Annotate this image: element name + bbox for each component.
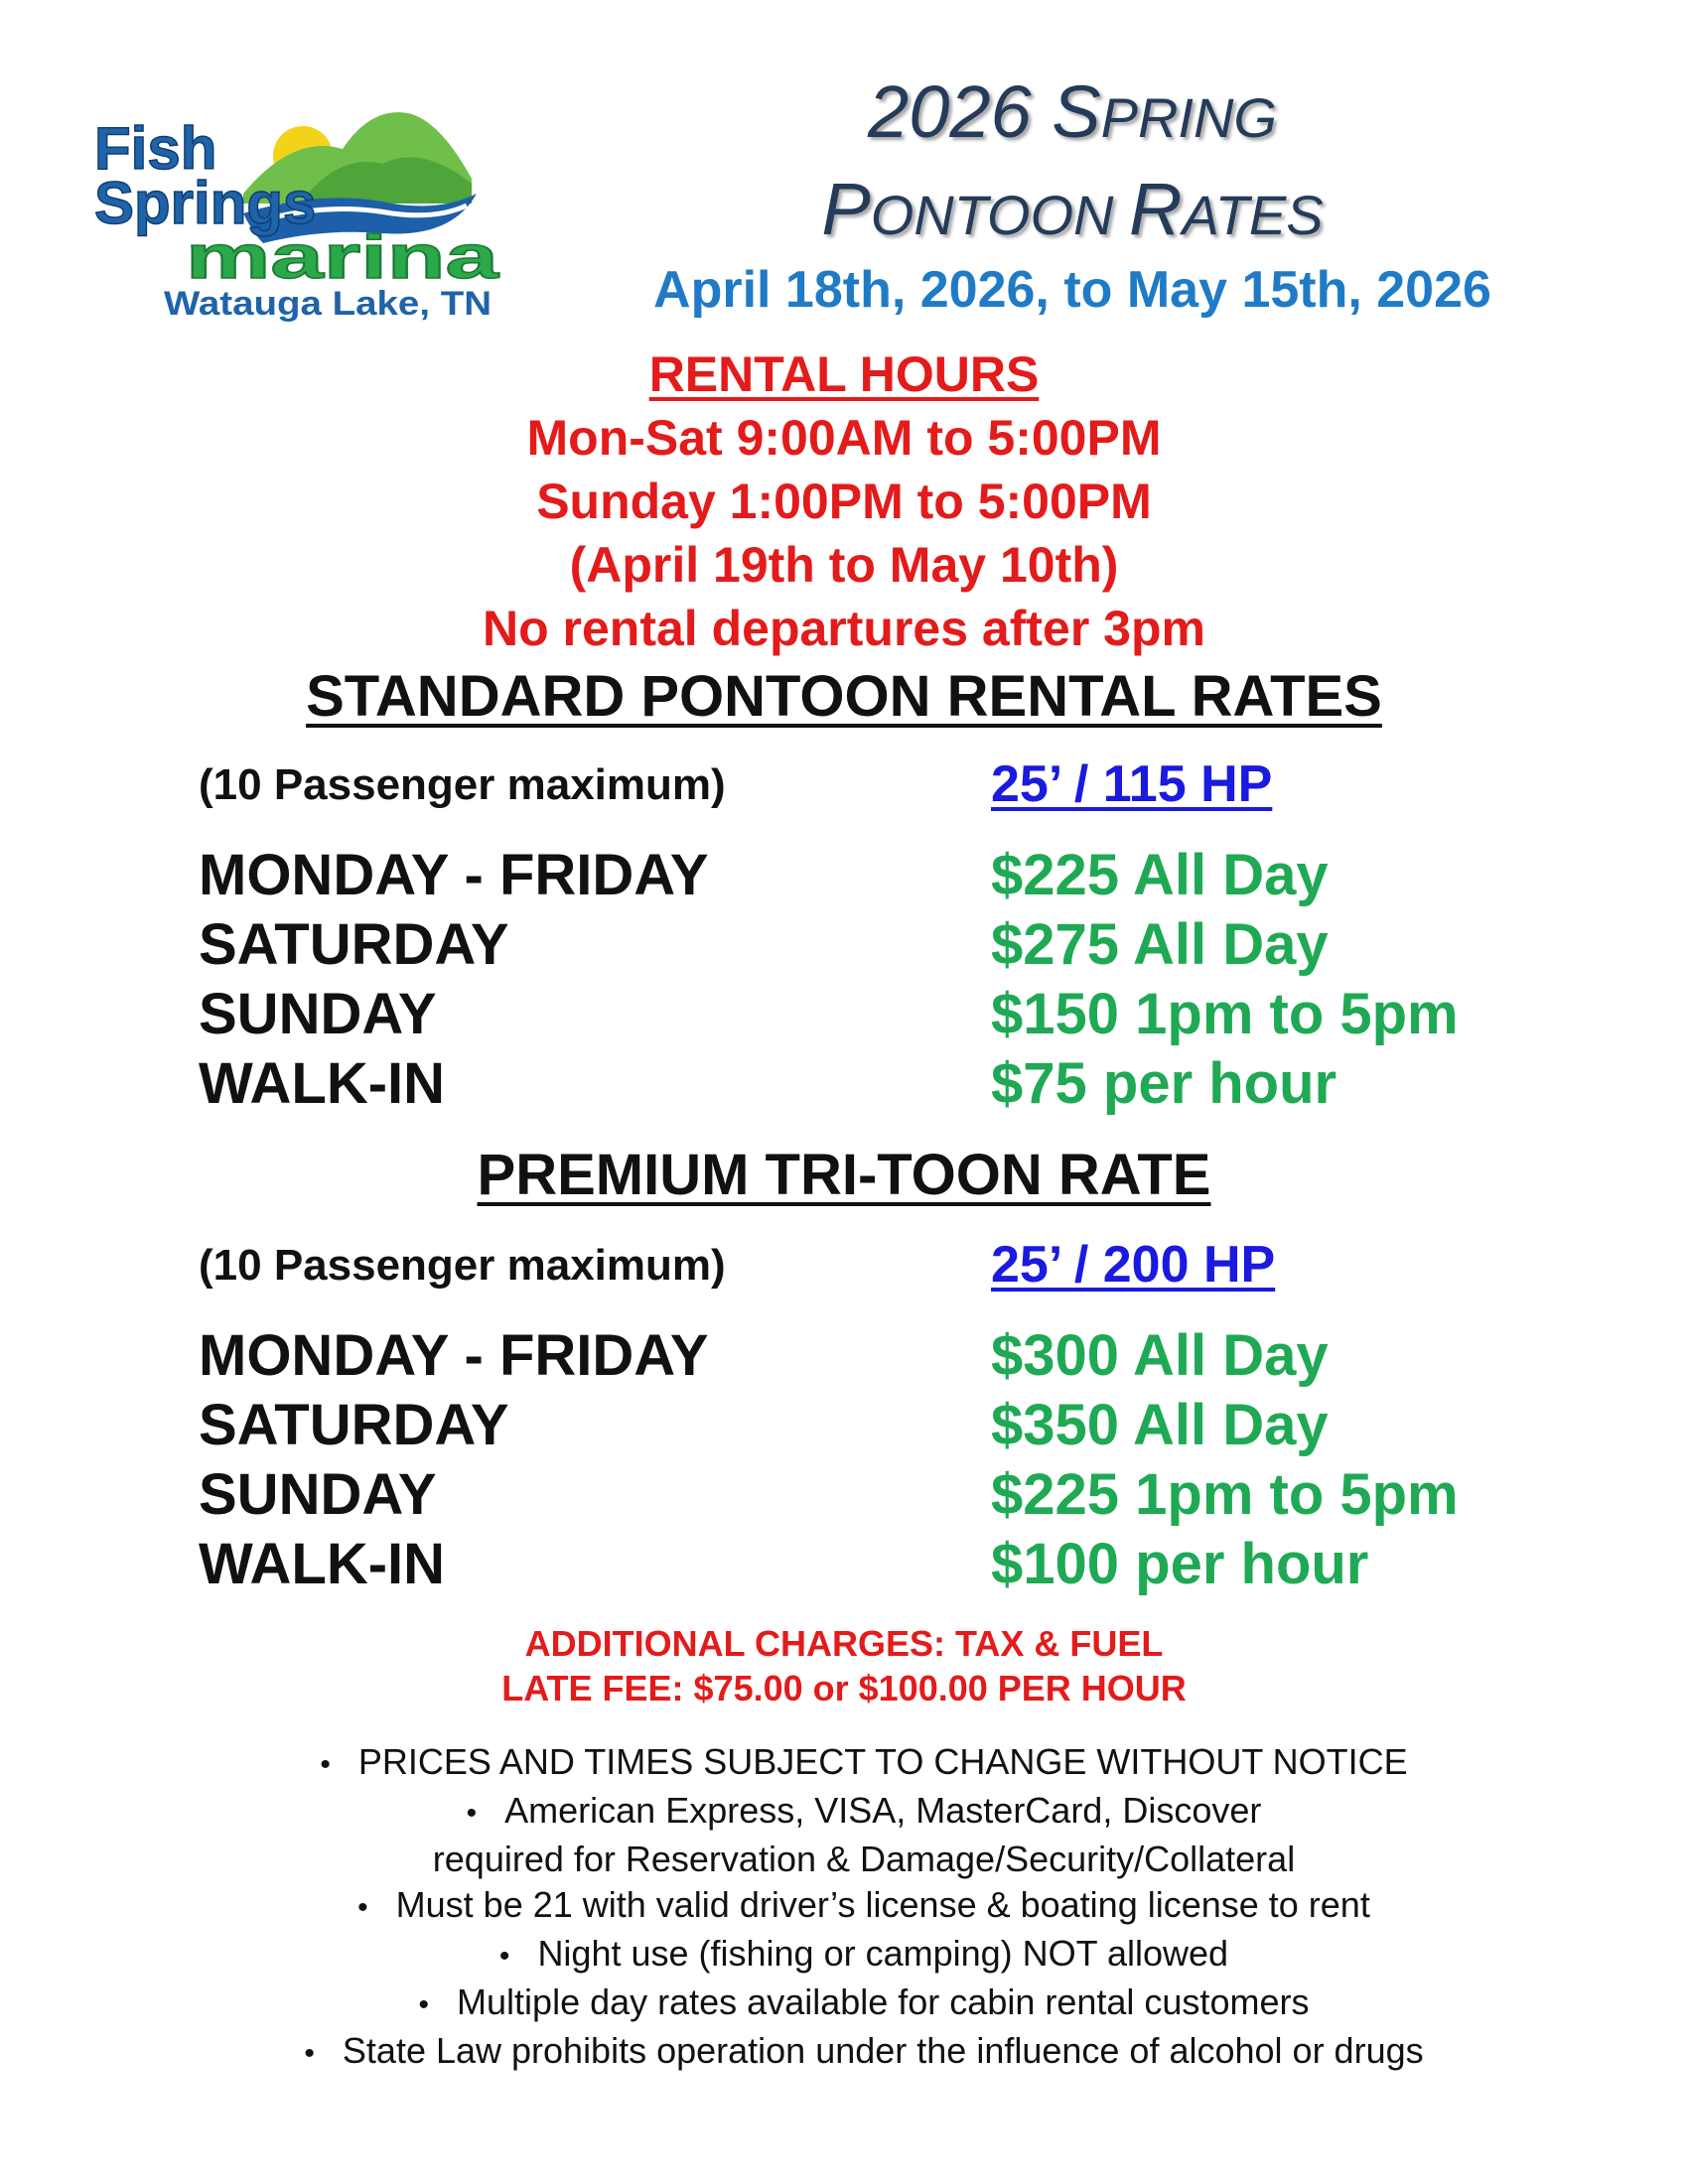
rate-row	[199, 1322, 1589, 1392]
fish-springs-marina-logo	[94, 94, 511, 323]
premium-boat-spec: 25’ / 200 HP	[991, 1236, 1276, 1294]
bullet-icon: •	[357, 1891, 368, 1924]
list-item: • PRICES AND TIMES SUBJECT TO CHANGE WITHOUT NOTICE	[199, 1739, 1529, 1788]
hours-line: Sunday 1:00PM to 5:00PM	[536, 474, 1152, 529]
list-item: • Multiple day rates available for cabin rental customers	[199, 1979, 1529, 2028]
rate-price: $75 per hour	[991, 1051, 1337, 1116]
rate-row	[199, 1392, 1589, 1461]
rate-day: MONDAY - FRIDAY	[199, 843, 709, 907]
bullet-icon: •	[418, 1988, 430, 2021]
rate-price: $350 All Day	[991, 1393, 1329, 1457]
standard-rates-heading: STANDARD PONTOON RENTAL RATES	[306, 664, 1382, 729]
logo-text-springs: Springs	[94, 170, 317, 236]
rate-day: WALK-IN	[199, 1051, 446, 1116]
list-item: • Night use (fishing or camping) NOT allowed	[199, 1931, 1529, 1979]
rate-day: SATURDAY	[199, 1393, 509, 1457]
standard-passenger-limit: (10 Passenger maximum)	[199, 760, 726, 809]
premium-rates-table	[199, 1322, 1589, 1600]
rate-price: $300 All Day	[991, 1323, 1329, 1388]
rate-price: $225 1pm to 5pm	[991, 1462, 1459, 1527]
rate-day: SATURDAY	[199, 912, 509, 977]
rental-hours-heading: RENTAL HOURS	[648, 346, 1040, 402]
rate-row	[199, 1531, 1589, 1600]
bullet-icon: •	[304, 2037, 315, 2070]
page-title-line1: 2026 SPRING	[868, 70, 1277, 153]
hours-line: Mon-Sat 9:00AM to 5:00PM	[526, 410, 1162, 466]
list-item-continuation: required for Reservation & Damage/Security/Collateral	[432, 1839, 1296, 1879]
rate-price: $275 All Day	[991, 912, 1329, 977]
logo-text-fish: Fish	[94, 115, 217, 182]
rate-day: SUNDAY	[199, 1462, 437, 1527]
rate-day: SUNDAY	[199, 982, 437, 1046]
season-date-range: April 18th, 2026, to May 15th, 2026	[653, 261, 1491, 319]
bullet-icon: •	[498, 1940, 510, 1973]
page-title-line2: PONTOON RATES	[821, 168, 1324, 250]
hours-line: No rental departures after 3pm	[483, 601, 1205, 656]
terms-list	[199, 1739, 1529, 2077]
rate-row	[199, 1050, 1589, 1120]
standard-boat-spec: 25’ / 115 HP	[991, 755, 1273, 813]
logo-text-marina: marina	[186, 223, 499, 292]
list-item: • American Express, VISA, MasterCard, Discover	[199, 1788, 1529, 1837]
logo-text-location: Watauga Lake, TN	[164, 285, 492, 323]
rate-row	[199, 842, 1589, 911]
premium-passenger-limit: (10 Passenger maximum)	[199, 1241, 726, 1290]
rental-hours-block	[248, 342, 1440, 660]
hours-line: (April 19th to May 10th)	[569, 537, 1119, 593]
rate-row	[199, 911, 1589, 981]
rate-row	[199, 981, 1589, 1050]
bullet-icon: •	[320, 1748, 331, 1781]
rate-price: $100 per hour	[991, 1532, 1369, 1596]
bullet-icon: •	[466, 1797, 478, 1830]
rate-row	[199, 1461, 1589, 1531]
rate-price: $225 All Day	[991, 843, 1329, 907]
additional-charges-block	[248, 1621, 1440, 1710]
premium-rates-heading: PREMIUM TRI-TOON RATE	[477, 1143, 1211, 1207]
list-item: • Must be 21 with valid driver’s license & boating license to rent	[199, 1882, 1529, 1931]
logo-graphic	[94, 94, 511, 323]
rate-day: WALK-IN	[199, 1532, 446, 1596]
late-fee: LATE FEE: $75.00 or $100.00 PER HOUR	[501, 1668, 1187, 1708]
list-item: • State Law prohibits operation under the influence of alcohol or drugs	[199, 2028, 1529, 2077]
additional-charges: ADDITIONAL CHARGES: TAX & FUEL	[524, 1623, 1164, 1664]
standard-rates-table	[199, 842, 1589, 1120]
rate-day: MONDAY - FRIDAY	[199, 1323, 709, 1388]
rate-price: $150 1pm to 5pm	[991, 982, 1459, 1046]
